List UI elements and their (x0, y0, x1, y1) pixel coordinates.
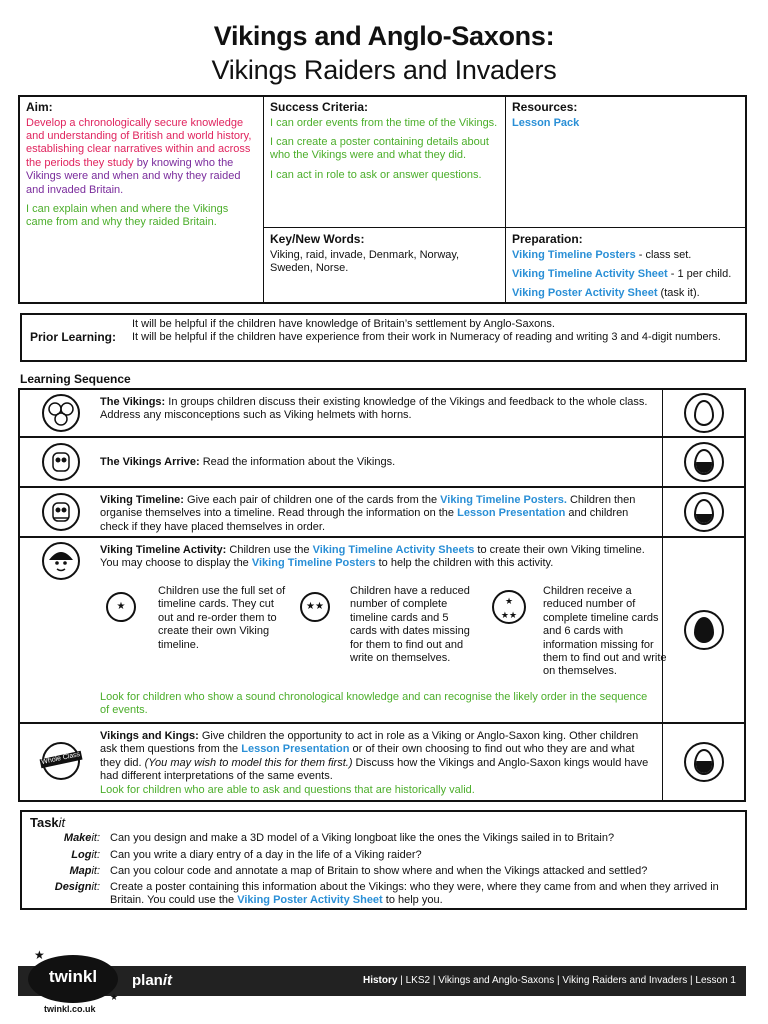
row-text: Read the information about the Vikings. (199, 456, 396, 468)
success-item: I can order events from the time of the Vikings. (270, 116, 498, 129)
preparation-label: Preparation: (512, 232, 583, 246)
assessment-note: Look for children who are able to ask and questions that are historically valid. (100, 783, 475, 796)
task-text: Create a poster containing this information about the Vikings: who they were, where they came from and when they arrived in Britain. You could use the (110, 881, 719, 907)
egg-icon (694, 499, 714, 525)
row-text: to help the children with this activity. (375, 557, 554, 570)
row-text: Give children the opportunity to act in role as a Viking or Anglo-Saxon king. Other children ask them questions from the (100, 730, 639, 756)
task-label: Design (54, 881, 92, 893)
difficulty-icon (684, 442, 724, 482)
row-text: Give each pair of children one of the cards from the (183, 494, 441, 506)
success-item: I can create a poster containing details about who the Vikings were and what they did. (270, 136, 489, 162)
task-label: Make (63, 832, 92, 844)
twinkl-logo[interactable]: twinkl (28, 955, 118, 1003)
prior-learning-box (20, 313, 747, 362)
row-text: and children check if they have placed themselves in order. (100, 507, 629, 533)
egg-icon (694, 449, 714, 475)
differentiation-2: Children have a reduced number of complete timeline cards and 5 cards with dates missing for them to find out and write on themselves. (350, 585, 470, 665)
resources-cell (506, 97, 745, 133)
task-label-suffix: it: (91, 849, 100, 861)
prior-learning-line: It will be helpful if the children have experience from their work in Numeracy of reading and writing 3 and 4-digit numbers. (132, 331, 721, 344)
task-label-suffix: it: (91, 881, 100, 893)
row-text: Children then organise themselves into a timeline. Read through the information on the (100, 494, 636, 520)
learning-sequence-label: Learning Sequence (20, 372, 131, 386)
aim-label: Aim: (26, 100, 53, 114)
egg-icon (694, 400, 714, 426)
difficulty-col (662, 438, 744, 486)
keywords-label: Key/New Words: (270, 232, 365, 246)
crumb (363, 975, 736, 987)
difficulty-icon (684, 610, 724, 650)
task-label-suffix: it: (91, 832, 100, 844)
sequence-row (18, 536, 746, 722)
egg-icon (694, 749, 714, 775)
prep-link[interactable]: Viking Timeline Activity Sheet (512, 268, 668, 281)
prep-link[interactable]: Viking Timeline Posters (512, 248, 636, 261)
whole-class-badge: Whole Class (40, 751, 81, 767)
prep-note: (task it). (657, 287, 700, 300)
poster-sheet-link[interactable]: Viking Poster Activity Sheet (237, 894, 383, 907)
site-url[interactable]: twinkl.co.uk (44, 1004, 96, 1014)
sequence-row (18, 388, 746, 436)
footer-bar (18, 966, 746, 996)
difficulty-col (662, 538, 744, 722)
aim-cell (20, 97, 263, 233)
page-title: Vikings and Anglo-Saxons: (213, 21, 555, 51)
sequence-row (18, 486, 746, 536)
task-text: Can you design and make a 3D model of a Viking longboat like the ones the Vikings sailed in to Britain? (110, 832, 615, 844)
differentiation-3: Children receive a reduced number of complete timeline cards and 6 cards with information missing for them to find out and write on themselves. (543, 585, 667, 678)
star-icon: ★ (34, 948, 45, 962)
whole-class-icon (42, 742, 80, 780)
egg-icon (694, 617, 714, 643)
child-icon (42, 542, 80, 580)
crumb-subject: History (362, 975, 398, 986)
task-text: to help you. (382, 894, 443, 907)
task-text: Can you colour code and annotate a map of Britain to show where and when the Vikings attacked and settled? (110, 865, 648, 877)
prior-learning-line: It will be helpful if the children have knowledge of Britain’s settlement by Anglo-Saxons. (132, 318, 555, 330)
task-text: Can you write a diary entry of a day in the life of a Viking raider? (110, 849, 422, 861)
row-title: The Vikings: (100, 396, 166, 408)
timeline-posters-link[interactable]: Viking Timeline Posters (251, 557, 376, 570)
lesson-presentation-link[interactable]: Lesson Presentation (241, 743, 350, 756)
success-label: Success Criteria: (270, 100, 369, 114)
difficulty-col (662, 390, 744, 436)
taskit-suffix: it (58, 815, 66, 830)
differentiation-1: Children use the full set of timeline cards. They cut out and re-order them to create their own Viking timeline. (158, 585, 286, 651)
row-text: or of their own choosing to find out who they are and what they did. (100, 743, 635, 769)
aim-objective: Develop a chronologically secure knowledge and understanding of British and world history, establishing clear narratives within and across the periods they study (26, 116, 252, 169)
planit-logo (132, 972, 172, 990)
aim-outcome: I can explain when and where the Vikings came from and why they raided Britain. (26, 203, 229, 229)
row-text: In groups children discuss their existing knowledge of the Vikings and feedback to the whole class. Address any misconceptions such as Viking helmets with horns. (100, 396, 648, 422)
row-title: Viking Timeline: (100, 494, 184, 506)
group-icon (42, 394, 80, 432)
taskit-label: Task (30, 815, 59, 830)
page-subtitle: Vikings Raiders and Invaders (211, 55, 557, 85)
plan-text: plan (132, 972, 163, 989)
crumb-path: | LKS2 | Vikings and Anglo-Saxons | Viking Raiders and Invaders | Lesson 1 (397, 975, 736, 986)
keywords-cell (264, 229, 505, 278)
taskit-box (20, 810, 747, 910)
success-criteria-cell (264, 97, 505, 185)
owl-icon (42, 443, 80, 481)
lesson-pack-link[interactable]: Lesson Pack (512, 116, 580, 129)
success-item: I can act in role to ask or answer questions. (270, 168, 482, 181)
task-label: Map (69, 865, 92, 877)
difficulty-col (662, 724, 744, 800)
row-title: Viking Timeline Activity: (100, 544, 227, 556)
plan-it-text: it (162, 972, 173, 989)
preparation-cell (506, 229, 745, 304)
difficulty-col (662, 488, 744, 536)
sequence-row (18, 722, 746, 802)
row-italic: (You may wish to model this for them first.) (144, 756, 353, 769)
two-star-icon: ★★ (300, 592, 330, 622)
row-title: The Vikings Arrive: (100, 456, 200, 468)
prep-note: - class set. (635, 248, 692, 261)
keywords-text: Viking, raid, invade, Denmark, Norway, Sweden, Norse. (270, 248, 460, 275)
prep-note: - 1 per child. (667, 268, 732, 281)
lesson-presentation-link[interactable]: Lesson Presentation (457, 507, 566, 520)
star-icon: ★ (110, 992, 119, 1002)
assessment-note: Look for children who show a sound chronological knowledge and can recognise the likely order in the sequence of events. (100, 691, 648, 717)
difficulty-icon (684, 492, 724, 532)
taskit-heading (30, 815, 65, 831)
aim-purpose: by knowing who the Vikings were and when and why they raided and invaded Britain. (26, 156, 241, 196)
row-title: Vikings and Kings: (100, 730, 199, 742)
difficulty-icon (684, 393, 724, 433)
task-label-suffix: it: (91, 865, 100, 877)
prior-learning-label: Prior Learning: (30, 330, 117, 344)
three-star-icon: ★ ★★ (492, 590, 526, 624)
row-text: Children use the (226, 544, 313, 556)
row-text: to create their own Viking timeline. You may choose to display the (100, 544, 645, 570)
activity-sheets-link[interactable]: Viking Timeline Activity Sheets (312, 544, 475, 556)
one-star-icon: ★ (106, 592, 136, 622)
pair-icon (42, 493, 80, 531)
resources-label: Resources: (512, 100, 578, 114)
sequence-row (18, 436, 746, 486)
timeline-posters-link[interactable]: Viking Timeline Posters. (440, 494, 567, 506)
overview-table (18, 95, 747, 304)
difficulty-icon (684, 742, 724, 782)
prep-link[interactable]: Viking Poster Activity Sheet (512, 287, 658, 300)
task-label: Log (71, 849, 92, 861)
row-text: Discuss how the Vikings and Anglo-Saxon kings would have had different interpretations of the same events. (100, 756, 649, 783)
